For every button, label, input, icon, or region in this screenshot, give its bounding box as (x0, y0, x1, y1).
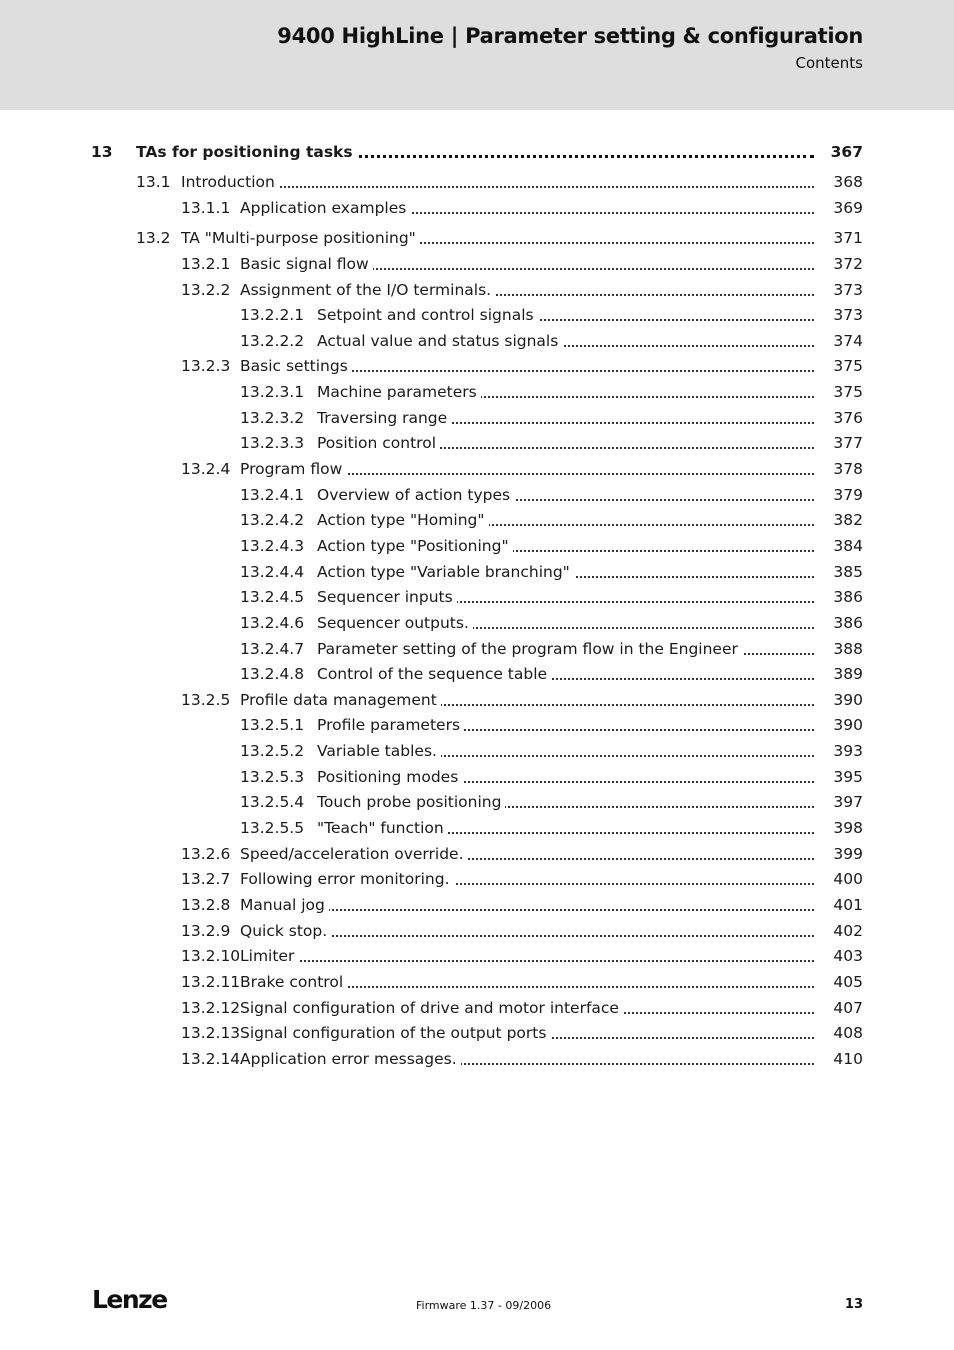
toc-entry-title: Quick stop. (240, 922, 331, 940)
toc-entry-page: 374 (833, 332, 863, 350)
toc-entry-number: 13.2.3 (181, 357, 231, 375)
toc-entry-page: 367 (830, 143, 863, 161)
toc-entry[interactable] (0, 279, 954, 301)
toc-entry-page: 401 (833, 896, 863, 914)
toc-entry-title: Signal configuration of drive and motor interface (240, 999, 623, 1017)
toc-entry-title-line (240, 689, 814, 711)
toc-entry[interactable] (0, 197, 954, 219)
toc-entry[interactable] (0, 535, 954, 557)
toc-entry-page: 385 (833, 563, 863, 581)
toc-entry-title-line (240, 894, 814, 916)
toc-entry-title: Actual value and status signals (317, 332, 562, 350)
toc-entry-title-line (240, 197, 814, 219)
toc-entry[interactable] (0, 663, 954, 685)
toc-entry-title: Basic signal flow (240, 255, 373, 273)
toc-entry-title-line (317, 509, 814, 531)
toc-entry-page: 397 (833, 793, 863, 811)
toc-entry-title-line (240, 971, 814, 993)
toc-entry-title-line (240, 1022, 814, 1044)
toc-entry-title-line (240, 458, 814, 480)
toc-entry-page: 408 (833, 1024, 863, 1042)
toc-entry[interactable] (0, 766, 954, 788)
toc-entry-number: 13.2.4.7 (240, 640, 305, 658)
toc-entry-page: 395 (833, 768, 863, 786)
toc-entry-title: Positioning modes (317, 768, 462, 786)
toc-entry-title: Assignment of the I/O terminals. (240, 281, 495, 299)
toc-entry[interactable] (0, 868, 954, 890)
toc-entry-title-line (317, 330, 814, 352)
toc-entry-title: Brake control (240, 973, 347, 991)
toc-entry-title-line (317, 407, 814, 429)
toc-entry[interactable] (0, 971, 954, 993)
toc-entry-number: 13.1 (136, 173, 171, 191)
toc-entry-number: 13.2.5 (181, 691, 231, 709)
toc-entry-title-line (240, 945, 814, 967)
toc-entry-title-line (240, 843, 814, 865)
toc-entry[interactable] (0, 843, 954, 865)
toc-entry-title: Sequencer outputs. (317, 614, 473, 632)
toc-entry[interactable] (0, 304, 954, 326)
toc-entry-page: 399 (833, 845, 863, 863)
toc-entry-number: 13.2.5.3 (240, 768, 305, 786)
toc-entry[interactable] (0, 227, 954, 249)
toc-entry-page: 369 (833, 199, 863, 217)
toc-entry[interactable] (0, 458, 954, 480)
toc-entry-page: 371 (833, 229, 863, 247)
toc-entry-page: 373 (833, 306, 863, 324)
toc-entry-page: 390 (833, 691, 863, 709)
toc-entry-title-line (317, 817, 814, 839)
toc-entry[interactable] (0, 509, 954, 531)
toc-entry-number: 13.2.10 (181, 947, 241, 965)
toc-entry-title-line (317, 561, 814, 583)
toc-entry-title: Traversing range (317, 409, 451, 427)
toc-entry-page: 377 (833, 434, 863, 452)
toc-entry[interactable] (0, 945, 954, 967)
toc-entry-title: Profile data management (240, 691, 441, 709)
toc-entry[interactable] (0, 689, 954, 711)
toc-entry-title: Sequencer inputs (317, 588, 457, 606)
toc-entry-number: 13.2.5.1 (240, 716, 305, 734)
section-label: Contents (795, 54, 863, 72)
toc-entry-page: 390 (833, 716, 863, 734)
toc-entry-page: 386 (833, 588, 863, 606)
toc-entry[interactable] (0, 714, 954, 736)
toc-entry-number: 13.2.4.1 (240, 486, 305, 504)
toc-entry-number: 13.2.9 (181, 922, 231, 940)
toc-entry[interactable] (0, 253, 954, 275)
toc-entry-number: 13.2.4 (181, 460, 231, 478)
toc-entry-title: Position control (317, 434, 440, 452)
toc-entry-page: 405 (833, 973, 863, 991)
toc-entry-title-line (317, 484, 814, 506)
toc-entry-page: 410 (833, 1050, 863, 1068)
toc-entry-number: 13.2.11 (181, 973, 241, 991)
toc-entry-number: 13.2.3.2 (240, 409, 305, 427)
toc-entry-number: 13.2.6 (181, 845, 231, 863)
toc-entry-title-line (317, 535, 814, 557)
toc-entry[interactable] (0, 141, 954, 163)
toc-entry-title-line (240, 355, 814, 377)
toc-entry[interactable] (0, 791, 954, 813)
toc-entry-number: 13.2.8 (181, 896, 231, 914)
toc-entry-page: 400 (833, 870, 863, 888)
toc-entry[interactable] (0, 432, 954, 454)
toc-entry-title-line (181, 227, 814, 249)
toc-entry-number: 13.1.1 (181, 199, 231, 217)
toc-entry-page: 388 (833, 640, 863, 658)
toc-entry-title-line (317, 714, 814, 736)
toc-entry[interactable] (0, 586, 954, 608)
toc-entry-title: Program flow (240, 460, 346, 478)
toc-entry-number: 13.2.7 (181, 870, 231, 888)
toc-entry[interactable] (0, 817, 954, 839)
page-header (0, 0, 954, 110)
toc-entry-title: TA "Multi-purpose positioning" (181, 229, 420, 247)
toc-entry[interactable] (0, 638, 954, 660)
toc-entry-title-line (181, 171, 814, 193)
toc-entry-page: 373 (833, 281, 863, 299)
toc-entry-title: Action type "Variable branching" (317, 563, 574, 581)
toc-entry-title-line (240, 279, 814, 301)
toc-entry-title-line (136, 141, 814, 163)
toc-entry-title: Speed/acceleration override. (240, 845, 468, 863)
toc-entry[interactable] (0, 1022, 954, 1044)
toc-entry-page: 375 (833, 383, 863, 401)
toc-entry-page: 376 (833, 409, 863, 427)
toc-entry-title: Action type "Positioning" (317, 537, 513, 555)
toc-entry-title-line (317, 304, 814, 326)
toc-entry-title: Manual jog (240, 896, 329, 914)
toc-entry-title-line (240, 997, 814, 1019)
toc-entry-page: 402 (833, 922, 863, 940)
toc-entry-number: 13.2 (136, 229, 171, 247)
toc-entry[interactable] (0, 171, 954, 193)
toc-entry-number: 13.2.4.6 (240, 614, 305, 632)
document-title: 9400 HighLine | Parameter setting & configuration (277, 24, 863, 48)
toc-entry-page: 403 (833, 947, 863, 965)
toc-entry-page: 375 (833, 357, 863, 375)
toc-entry-number: 13 (91, 143, 113, 161)
toc-entry-page: 407 (833, 999, 863, 1017)
toc-entry-title: Introduction (181, 173, 279, 191)
toc-entry[interactable] (0, 484, 954, 506)
toc-entry-number: 13.2.3.3 (240, 434, 305, 452)
toc-entry-title-line (317, 791, 814, 813)
toc-entry[interactable] (0, 355, 954, 377)
toc-entry[interactable] (0, 920, 954, 942)
toc-entry-title-line (240, 868, 814, 890)
toc-entry-title: Parameter setting of the program flow in the Engineer (317, 640, 742, 658)
toc-entry-title: Basic settings (240, 357, 352, 375)
toc-entry-number: 13.2.4.4 (240, 563, 305, 581)
toc-entry-page: 389 (833, 665, 863, 683)
toc-entry-number: 13.2.2 (181, 281, 231, 299)
page-number: 13 (844, 1297, 863, 1312)
toc-entry-page: 382 (833, 511, 863, 529)
toc-entry[interactable] (0, 1048, 954, 1070)
toc-entry-number: 13.2.5.5 (240, 819, 305, 837)
toc-entry-page: 398 (833, 819, 863, 837)
toc-entry-title-line (317, 586, 814, 608)
toc-entry[interactable] (0, 740, 954, 762)
toc-entry-title: Machine parameters (317, 383, 481, 401)
toc-entry-title: Limiter (240, 947, 298, 965)
toc-entry-number: 13.2.3.1 (240, 383, 305, 401)
toc-entry-title: Variable tables. (317, 742, 441, 760)
toc-entry[interactable] (0, 561, 954, 583)
firmware-version: Firmware 1.37 - 09/2006 (416, 1299, 552, 1312)
toc-entry-title-line (317, 381, 814, 403)
toc-entry-title-line (240, 920, 814, 942)
toc-entry-title: Application error messages. (240, 1050, 461, 1068)
toc-entry-title-line (317, 766, 814, 788)
toc-entry-page: 379 (833, 486, 863, 504)
toc-entry[interactable] (0, 381, 954, 403)
toc-entry-title: Overview of action types (317, 486, 514, 504)
toc-entry-number: 13.2.5.2 (240, 742, 305, 760)
toc-entry[interactable] (0, 894, 954, 916)
toc-entry-page: 372 (833, 255, 863, 273)
toc-entry-page: 368 (833, 173, 863, 191)
toc-entry-title: Touch probe positioning (317, 793, 505, 811)
toc-entry-title-line (317, 740, 814, 762)
toc-entry-number: 13.2.4.5 (240, 588, 305, 606)
toc-entry-title: Signal configuration of the output ports (240, 1024, 550, 1042)
toc-entry-number: 13.2.1 (181, 255, 231, 273)
toc-entry-title: Following error monitoring. (240, 870, 454, 888)
toc-entry-title-line (317, 638, 814, 660)
toc-entry[interactable] (0, 612, 954, 634)
toc-entry-number: 13.2.2.1 (240, 306, 305, 324)
toc-entry-title: Action type "Homing" (317, 511, 489, 529)
toc-entry-title-line (240, 1048, 814, 1070)
toc-entry-number: 13.2.4.3 (240, 537, 305, 555)
toc-entry-title: Profile parameters (317, 716, 464, 734)
toc-entry-number: 13.2.13 (181, 1024, 241, 1042)
toc-entry-page: 393 (833, 742, 863, 760)
toc-entry-title-line (317, 612, 814, 634)
toc-entry-page: 386 (833, 614, 863, 632)
toc-entry-title-line (317, 432, 814, 454)
toc-entry-title: TAs for positioning tasks (136, 143, 357, 161)
toc-entry-title-line (240, 253, 814, 275)
toc-entry-page: 384 (833, 537, 863, 555)
toc-entry-title: "Teach" function (317, 819, 448, 837)
toc-entry-title: Application examples (240, 199, 410, 217)
toc-entry[interactable] (0, 330, 954, 352)
toc-entry-page: 378 (833, 460, 863, 478)
lenze-logo: Lenze (92, 1285, 167, 1314)
toc-entry-title: Setpoint and control signals (317, 306, 538, 324)
toc-entry-title: Control of the sequence table (317, 665, 551, 683)
toc-entry-number: 13.2.5.4 (240, 793, 305, 811)
toc-entry-number: 13.2.12 (181, 999, 241, 1017)
toc-entry-number: 13.2.2.2 (240, 332, 305, 350)
toc-entry[interactable] (0, 997, 954, 1019)
toc-entry-number: 13.2.4.8 (240, 665, 305, 683)
toc-entry-number: 13.2.14 (181, 1050, 241, 1068)
toc-entry-title-line (317, 663, 814, 685)
toc-entry[interactable] (0, 407, 954, 429)
dot-leader (240, 960, 814, 962)
toc-entry-number: 13.2.4.2 (240, 511, 305, 529)
